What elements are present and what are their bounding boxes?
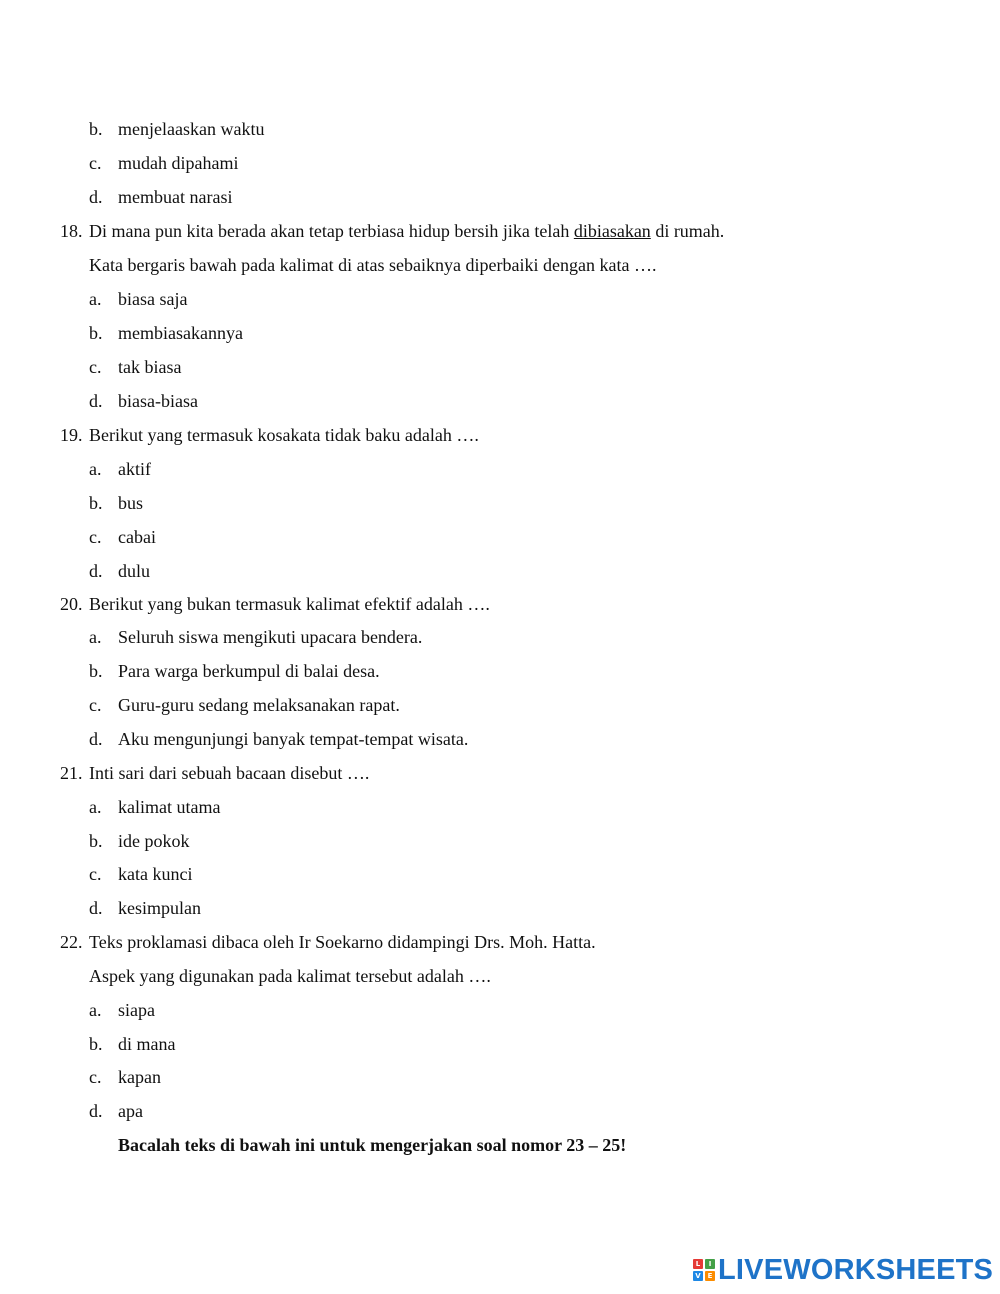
- option-letter: a.: [89, 627, 102, 647]
- option-letter: c.: [89, 153, 102, 173]
- question-number: 20.: [60, 594, 83, 614]
- option-text: siapa: [118, 1000, 155, 1020]
- question-number: 19.: [60, 425, 83, 445]
- option-text: mudah dipahami: [118, 153, 239, 173]
- logo-text: LIVEWORKSHEETS: [718, 1253, 994, 1286]
- option-letter: b.: [89, 661, 103, 681]
- option-letter: d.: [89, 1101, 103, 1121]
- logo-block: V: [693, 1271, 703, 1281]
- option-text: di mana: [118, 1034, 176, 1054]
- option-text: dulu: [118, 561, 151, 581]
- question-number: 22.: [60, 932, 83, 952]
- underlined-word: dibiasakan: [573, 221, 651, 241]
- option-letter: b.: [89, 493, 103, 513]
- option-letter: c.: [89, 864, 102, 884]
- question-text-part: di rumah.: [650, 221, 725, 241]
- option-text: kesimpulan: [118, 898, 201, 918]
- option-letter: c.: [89, 1067, 102, 1087]
- option-text: membiasakannya: [118, 323, 243, 343]
- question-number: 21.: [60, 763, 83, 783]
- option-letter: a.: [89, 459, 102, 479]
- option-letter: c.: [89, 357, 102, 377]
- question-sub: Aspek yang digunakan pada kalimat tersebut adalah ….: [89, 966, 491, 986]
- option-text: bus: [118, 493, 144, 513]
- option-text: kalimat utama: [118, 797, 221, 817]
- option-text: Guru-guru sedang melaksanakan rapat.: [118, 695, 400, 715]
- option-letter: c.: [89, 695, 102, 715]
- option-text: tak biasa: [118, 357, 182, 377]
- question-text: [89, 214, 724, 248]
- option-letter: d.: [89, 561, 103, 581]
- option-letter: b.: [89, 323, 103, 343]
- option-text: aktif: [118, 459, 151, 479]
- option-text: biasa saja: [118, 289, 188, 309]
- question-sub: Kata bergaris bawah pada kalimat di atas sebaiknya diperbaiki dengan kata ….: [89, 255, 657, 275]
- logo-block: I: [705, 1259, 715, 1269]
- option-letter: d.: [89, 391, 103, 411]
- option-text: menjelaaskan waktu: [118, 119, 265, 139]
- option-letter: a.: [89, 289, 102, 309]
- logo-block: L: [693, 1259, 703, 1269]
- question-number: 18.: [60, 221, 83, 241]
- option-letter: a.: [89, 1000, 102, 1020]
- option-text: kata kunci: [118, 864, 193, 884]
- instruction-text: Bacalah teks di bawah ini untuk mengerjakan soal nomor 23 – 25!: [118, 1135, 627, 1155]
- question-text: Berikut yang bukan termasuk kalimat efektif adalah ….: [89, 594, 490, 614]
- liveworksheets-logo: [693, 1253, 993, 1287]
- option-text: biasa-biasa: [118, 391, 198, 411]
- option-text: cabai: [118, 527, 156, 547]
- option-letter: a.: [89, 797, 102, 817]
- option-letter: d.: [89, 898, 103, 918]
- question-text-part: Di mana pun kita berada akan tetap terbiasa hidup bersih jika telah: [89, 221, 574, 241]
- option-letter: b.: [89, 1034, 103, 1054]
- option-letter: b.: [89, 119, 103, 139]
- option-text: membuat narasi: [118, 187, 233, 207]
- option-text: Aku mengunjungi banyak tempat-tempat wisata.: [118, 729, 469, 749]
- option-text: apa: [118, 1101, 143, 1121]
- logo-block: E: [705, 1271, 715, 1281]
- option-letter: d.: [89, 729, 103, 749]
- option-text: kapan: [118, 1067, 161, 1087]
- option-letter: c.: [89, 527, 102, 547]
- option-text: Para warga berkumpul di balai desa.: [118, 661, 380, 681]
- option-letter: d.: [89, 187, 103, 207]
- option-text: ide pokok: [118, 831, 190, 851]
- option-text: Seluruh siswa mengikuti upacara bendera.: [118, 627, 423, 647]
- option-letter: b.: [89, 831, 103, 851]
- question-text: Berikut yang termasuk kosakata tidak baku adalah ….: [89, 425, 479, 445]
- logo-blocks-icon: [693, 1259, 715, 1281]
- question-text: Teks proklamasi dibaca oleh Ir Soekarno didampingi Drs. Moh. Hatta.: [89, 932, 596, 952]
- question-text: Inti sari dari sebuah bacaan disebut ….: [89, 763, 370, 783]
